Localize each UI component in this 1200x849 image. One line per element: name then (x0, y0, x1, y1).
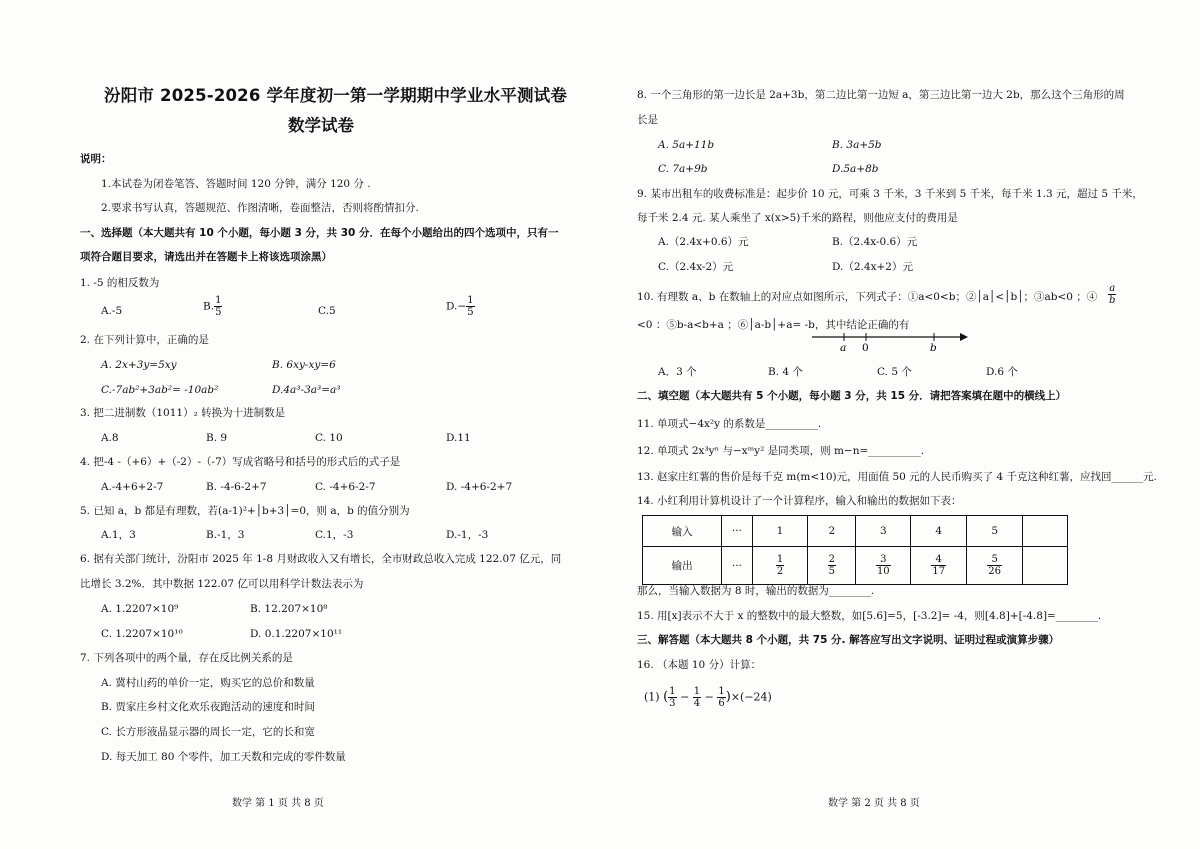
label-a: a (840, 342, 847, 354)
page-2 (600, 0, 1200, 849)
cell-input-dots: ··· (722, 516, 752, 547)
q3-option-a: A.8 (101, 432, 119, 444)
page-2-footer: 数学 第 2 页 共 8 页 (828, 798, 920, 809)
cell-output-5: $\frac{5}{26}$ (967, 547, 1023, 585)
note-1: 1.本试卷为闭卷笔答、答题时间 120 分钟，满分 120 分 . (101, 178, 371, 190)
q14-question: 那么，当输入数据为 8 时，输出的数据为________. (637, 585, 875, 597)
q2-option-b: B. 6xy-xy=6 (272, 359, 336, 371)
cell-output-3: $\frac{3}{10}$ (856, 547, 911, 585)
q7-option-d: D. 每天加工 80 个零件，加工天数和完成的零件数量 (101, 751, 346, 763)
q8-option-b: B. 3a+5b (832, 139, 882, 151)
q15: 15. 用[x]表示不大于 x 的整数中的最大整数，如[5.6]=5，[-3.2]= -4，则[4.8]+[-4.8]=________. (637, 610, 1102, 622)
q7-option-c: C. 长方形液晶显示器的周长一定，它的长和宽 (101, 726, 315, 738)
q8-stem-cont: 长是 (637, 114, 658, 126)
q10-stem-cont: <0 ：⑤b-a<b+a ；⑥│a-b│+a= -b，其中结论正确的有 (637, 319, 910, 331)
q6-option-c: C. 1.2207×10¹⁰ (101, 628, 183, 640)
q3-option-d: D.11 (446, 432, 471, 444)
q10-fraction: $\frac{a}{b}$ (1109, 283, 1116, 306)
q5-option-a: A.1，3 (101, 529, 136, 541)
q4-option-a: A.-4+6+2-7 (101, 481, 164, 493)
cell-input-5: 5 (967, 516, 1023, 547)
q4-option-d: D. -4+6-2+7 (446, 481, 513, 493)
q6-stem-cont: 比增长 3.2%．其中数据 122.07 亿可以用科学计数法表示为 (80, 578, 364, 590)
exam-subtitle: 数学试卷 (288, 116, 354, 135)
q11: 11. 单项式−4x²y 的系数是__________. (637, 418, 822, 430)
cell-input-2: 2 (808, 516, 856, 547)
q7-option-b: B. 贾家庄乡村文化欢乐夜跑活动的速度和时间 (101, 701, 315, 713)
q9-option-d: D.（2.4x+2）元 (832, 261, 913, 273)
section-1-heading-cont: 项符合题目要求，请选出并在答题卡上将该选项涂黑） (80, 251, 332, 263)
q9-stem: 9. 某市出租车的收费标准是：起步价 10 元，可乘 3 千米，3 千米到 5 千米，每千米 1.3 元，超过 5 千米， (637, 188, 1143, 200)
q2-option-c: C.-7ab²+3ab²= -10ab² (101, 384, 219, 396)
q2-option-d: D.4a³-3a³=a³ (272, 384, 341, 396)
q6-option-a: A. 1.2207×10⁹ (101, 603, 179, 615)
section-2-heading: 二、填空题（本大题共有 5 个小题，每小题 3 分，共 15 分．请把答案填在题中的横线上） (637, 390, 1067, 402)
cell-output-1: $\frac{1}{2}$ (752, 547, 808, 585)
q8-option-a: A. 5a+11b (658, 139, 715, 151)
section-3-heading: 三、解答题（本大题共 8 个小题，共 75 分. 解答应写出文字说明、证明过程或演算步骤） (637, 634, 1060, 646)
q12: 12. 单项式 2x³yⁿ 与−xᵐy² 是同类项，则 m−n=__________. (637, 445, 925, 457)
cell-input-empty (1023, 516, 1068, 547)
q14-table (642, 515, 1068, 585)
cell-input-4: 4 (911, 516, 967, 547)
label-zero: 0 (862, 342, 869, 354)
q6-option-b: B. 12.207×10⁸ (250, 603, 328, 615)
cell-output-dots: ··· (722, 547, 752, 585)
notes-label: 说明： (80, 153, 112, 165)
q1-stem: 1. -5 的相反数为 (80, 277, 160, 289)
q9-option-b: B.（2.4x-0.6）元 (832, 236, 918, 248)
q16-stem: 16. （本题 10 分）计算： (637, 659, 762, 671)
q8-stem: 8. 一个三角形的第一边长是 2a+3b，第二边比第一边短 a，第三边比第一边大 2b，那么这个三角形的周 (637, 89, 1125, 101)
exam-title: 汾阳市 2025-2026 学年度初一第一学期期中学业水平测试卷 (104, 86, 568, 105)
q4-stem: 4. 把-4 -（+6）+（-2）-（-7）写成省略号和括号的形式后的式子是 (80, 456, 401, 468)
q8-option-c: C. 7a+9b (658, 163, 708, 175)
cell-input-3: 3 (856, 516, 911, 547)
label-b: b (930, 342, 937, 354)
q4-option-c: C. -4+6-2-7 (315, 481, 376, 493)
q10-option-a: A．3 个 (658, 366, 697, 378)
q3-option-c: C. 10 (315, 432, 343, 444)
q6-stem: 6. 据有关部门统计，汾阳市 2025 年 1-8 月财政收入又有增长，全市财政总收入完成 122.07 亿元，同 (80, 553, 562, 565)
q5-option-d: D.-1，-3 (446, 529, 489, 541)
section-1-heading: 一、选择题（本大题共有 10 个小题，每小题 3 分，共 30 分．在每个小题给出的四个选项中，只有一 (80, 227, 559, 239)
q6-option-d: D. 0.1.2207×10¹¹ (250, 628, 343, 640)
number-line-diagram (810, 328, 970, 354)
q10-stem: 10. 有理数 a、b 在数轴上的对应点如图所示，下列式子：①a<0<b；②│a│<│b│；③ab<0 ；④ (637, 291, 1098, 303)
note-2: 2.要求书写认真，答题规范、作图清晰，卷面整洁，否则将酌情扣分. (101, 202, 419, 214)
cell-input-1: 1 (752, 516, 808, 547)
q10-option-c: C. 5 个 (877, 366, 912, 378)
q14-output-row (643, 547, 1068, 585)
q7-stem: 7. 下列各项中的两个量，存在反比例关系的是 (80, 652, 293, 664)
q14-stem: 14. 小红利用计算机设计了一个计算程序，输入和输出的数据如下表： (637, 495, 962, 507)
cell-output-4: $\frac{4}{17}$ (911, 547, 967, 585)
q5-option-c: C.1，-3 (315, 529, 354, 541)
q1-option-b: B. $\frac{1}{5}$ (203, 295, 222, 318)
q2-option-a: A. 2x+3y=5xy (101, 359, 177, 371)
q2-stem: 2. 在下列计算中，正确的是 (80, 334, 209, 346)
q1-option-a: A.-5 (101, 305, 123, 317)
q3-option-b: B. 9 (206, 432, 228, 444)
q7-option-a: A. 冀村山药的单价一定，购买它的总价和数量 (101, 677, 315, 689)
q9-option-a: A.（2.4x+0.6）元 (658, 236, 749, 248)
q3-stem: 3. 把二进制数（1011）₂ 转换为十进制数是 (80, 407, 286, 419)
q5-option-b: B.-1，3 (206, 529, 245, 541)
q10-option-d: D.6 个 (986, 366, 1018, 378)
q9-option-c: C.（2.4x-2）元 (658, 261, 734, 273)
q1-option-d: D.− $\frac{1}{5}$ (446, 295, 474, 318)
q5-stem: 5. 已知 a，b 都是有理数，若(a-1)²+│b+3│=0，则 a，b 的值分别为 (80, 505, 410, 517)
q9-stem-cont: 每千米 2.4 元. 某人乘坐了 x(x>5)千米的路程，则他应支付的费用是 (637, 212, 958, 224)
cell-input-label: 输入 (643, 516, 722, 547)
q13: 13. 赵家庄红薯的售价是每千克 m(m<10)元，用面值 50 元的人民币购买了 4 千克这种红薯，应找回______元. (637, 471, 1157, 483)
cell-output-empty (1023, 547, 1068, 585)
number-line-arrow (960, 333, 968, 341)
cell-output-label: 输出 (643, 547, 722, 585)
q14-input-row (643, 516, 1068, 547)
q4-option-b: B. -4-6-2+7 (206, 481, 267, 493)
q1-option-c: C.5 (318, 305, 336, 317)
q10-option-b: B. 4 个 (768, 366, 803, 378)
q16-expression: (1) ( $\frac{1}{3}$ − $\frac{1}{4}$ − $\frac{1}{6}$ )×(−24) (644, 686, 772, 709)
cell-output-2: $\frac{2}{5}$ (808, 547, 856, 585)
page-1-footer: 数学 第 1 页 共 8 页 (232, 798, 324, 809)
q8-option-d: D.5a+8b (832, 163, 879, 175)
